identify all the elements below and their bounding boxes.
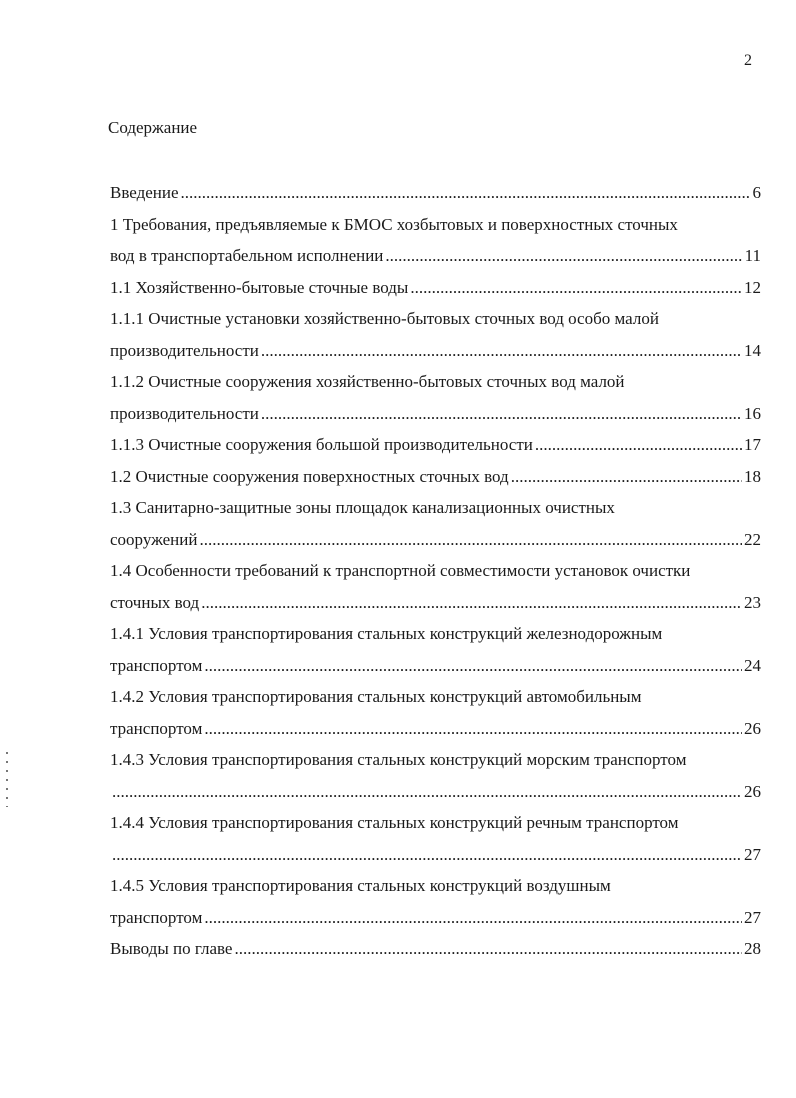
toc-line [110,776,761,808]
toc-entry [110,461,761,493]
toc-dot-leader [385,240,742,272]
toc-line [110,524,761,556]
toc-line [110,492,761,524]
toc-line [110,303,761,335]
toc-page-number: 14 [744,340,761,360]
toc-dot-leader [234,933,742,965]
toc-entry-text: 1.2 Очистные сооружения поверхностных сточных вод [110,466,509,486]
toc-line [110,870,761,902]
toc-entry [110,933,761,965]
toc-line [110,933,761,965]
toc-entry [110,272,761,304]
toc-entry-text: сооружений [110,529,198,549]
toc-dot-leader [112,776,742,808]
toc-entry-text: 1.4 Особенности требований к транспортной совместимости установок очистки [110,561,691,580]
toc-entry [110,177,761,209]
toc-entry [110,555,761,618]
toc-page-number: 12 [744,277,761,297]
toc-line [110,650,761,682]
margin-scan-mark [6,752,8,807]
toc-line [110,807,761,839]
toc-page-number: 22 [744,529,761,549]
toc-entry [110,209,761,272]
toc-page-number: 26 [744,781,761,801]
toc-line [110,209,761,241]
toc-dot-leader [201,587,742,619]
toc-page-number: 6 [752,183,761,202]
toc-line [110,335,761,367]
toc-dot-leader [199,524,742,556]
toc-page-number: 24 [744,655,761,675]
toc-entry-text: 1.1 Хозяйственно-бытовые сточные воды [110,277,409,297]
toc-dot-leader [204,902,742,934]
toc-entry-text: 1.4.3 Условия транспортирования стальных конструкций морским транспортом [110,750,687,769]
toc-entry [110,492,761,555]
toc-line [110,713,761,745]
toc-page-number: 11 [744,246,761,265]
toc-entry-text: 1.4.5 Условия транспортирования стальных конструкций воздушным [110,876,611,895]
toc-entry-text: 1.4.4 Условия транспортирования стальных конструкций речным транспортом [110,813,679,832]
toc-line [110,272,761,304]
toc-entry-text: Введение [110,183,179,202]
toc-dot-leader [204,650,742,682]
toc-entry [110,303,761,366]
toc-line [110,587,761,619]
toc-page-number: 17 [744,435,761,454]
toc-entry [110,429,761,461]
toc-entry-text: производительности [110,403,259,423]
toc-line [110,681,761,713]
toc-line [110,744,761,776]
toc-dot-leader [112,839,742,871]
toc-dot-leader [410,272,742,304]
toc-dot-leader [261,398,742,430]
toc-line [110,177,761,209]
toc-page-number: 18 [744,466,761,486]
toc-page-number: 27 [744,907,761,927]
page-number: 2 [744,52,752,69]
toc-page-number: 16 [744,403,761,423]
toc-entry-text: 1.1.3 Очистные сооружения большой производительности [110,435,533,454]
table-of-contents [110,177,761,965]
toc-entry-text: 1 Требования, предъявляемые к БМОС хозбытовых и поверхностных сточных [110,214,678,234]
toc-dot-leader [261,335,742,367]
toc-entry-text: 1.1.2 Очистные сооружения хозяйственно-бытовых сточных вод малой [110,372,625,391]
toc-line [110,398,761,430]
toc-line [110,240,761,272]
toc-entry [110,807,761,870]
toc-title: Содержание [108,118,198,137]
toc-line [110,839,761,871]
toc-line [110,366,761,398]
toc-entry [110,681,761,744]
toc-entry [110,870,761,933]
toc-dot-leader [204,713,742,745]
toc-entry-text: транспортом [110,907,203,927]
toc-entry-text: 1.3 Санитарно-защитные зоны площадок канализационных очистных [110,498,615,517]
toc-entry-text: транспортом [110,718,203,738]
toc-line [110,461,761,493]
toc-entry-text: транспортом [110,655,203,675]
toc-dot-leader [535,429,742,461]
toc-entry-text: 1.4.2 Условия транспортирования стальных конструкций автомобильным [110,687,642,706]
toc-dot-leader [511,461,742,493]
toc-entry [110,366,761,429]
toc-entry-text: производительности [110,340,259,360]
toc-entry-text: 1.4.1 Условия транспортирования стальных конструкций железнодорожным [110,624,663,643]
toc-page-number: 28 [744,939,761,958]
toc-page-number: 27 [744,844,761,864]
toc-page-number: 23 [744,592,761,612]
toc-entry-text: сточных вод [110,592,200,612]
toc-entry [110,744,761,807]
toc-entry [110,618,761,681]
toc-page-number: 26 [744,718,761,738]
toc-entry-text: 1.1.1 Очистные установки хозяйственно-бытовых сточных вод особо малой [110,309,659,328]
toc-line [110,618,761,650]
toc-line [110,429,761,461]
toc-line [110,902,761,934]
toc-entry-text: Выводы по главе [110,939,233,958]
toc-entry-text: вод в транспортабельном исполнении [110,246,384,265]
toc-dot-leader [181,177,751,209]
toc-line [110,555,761,587]
